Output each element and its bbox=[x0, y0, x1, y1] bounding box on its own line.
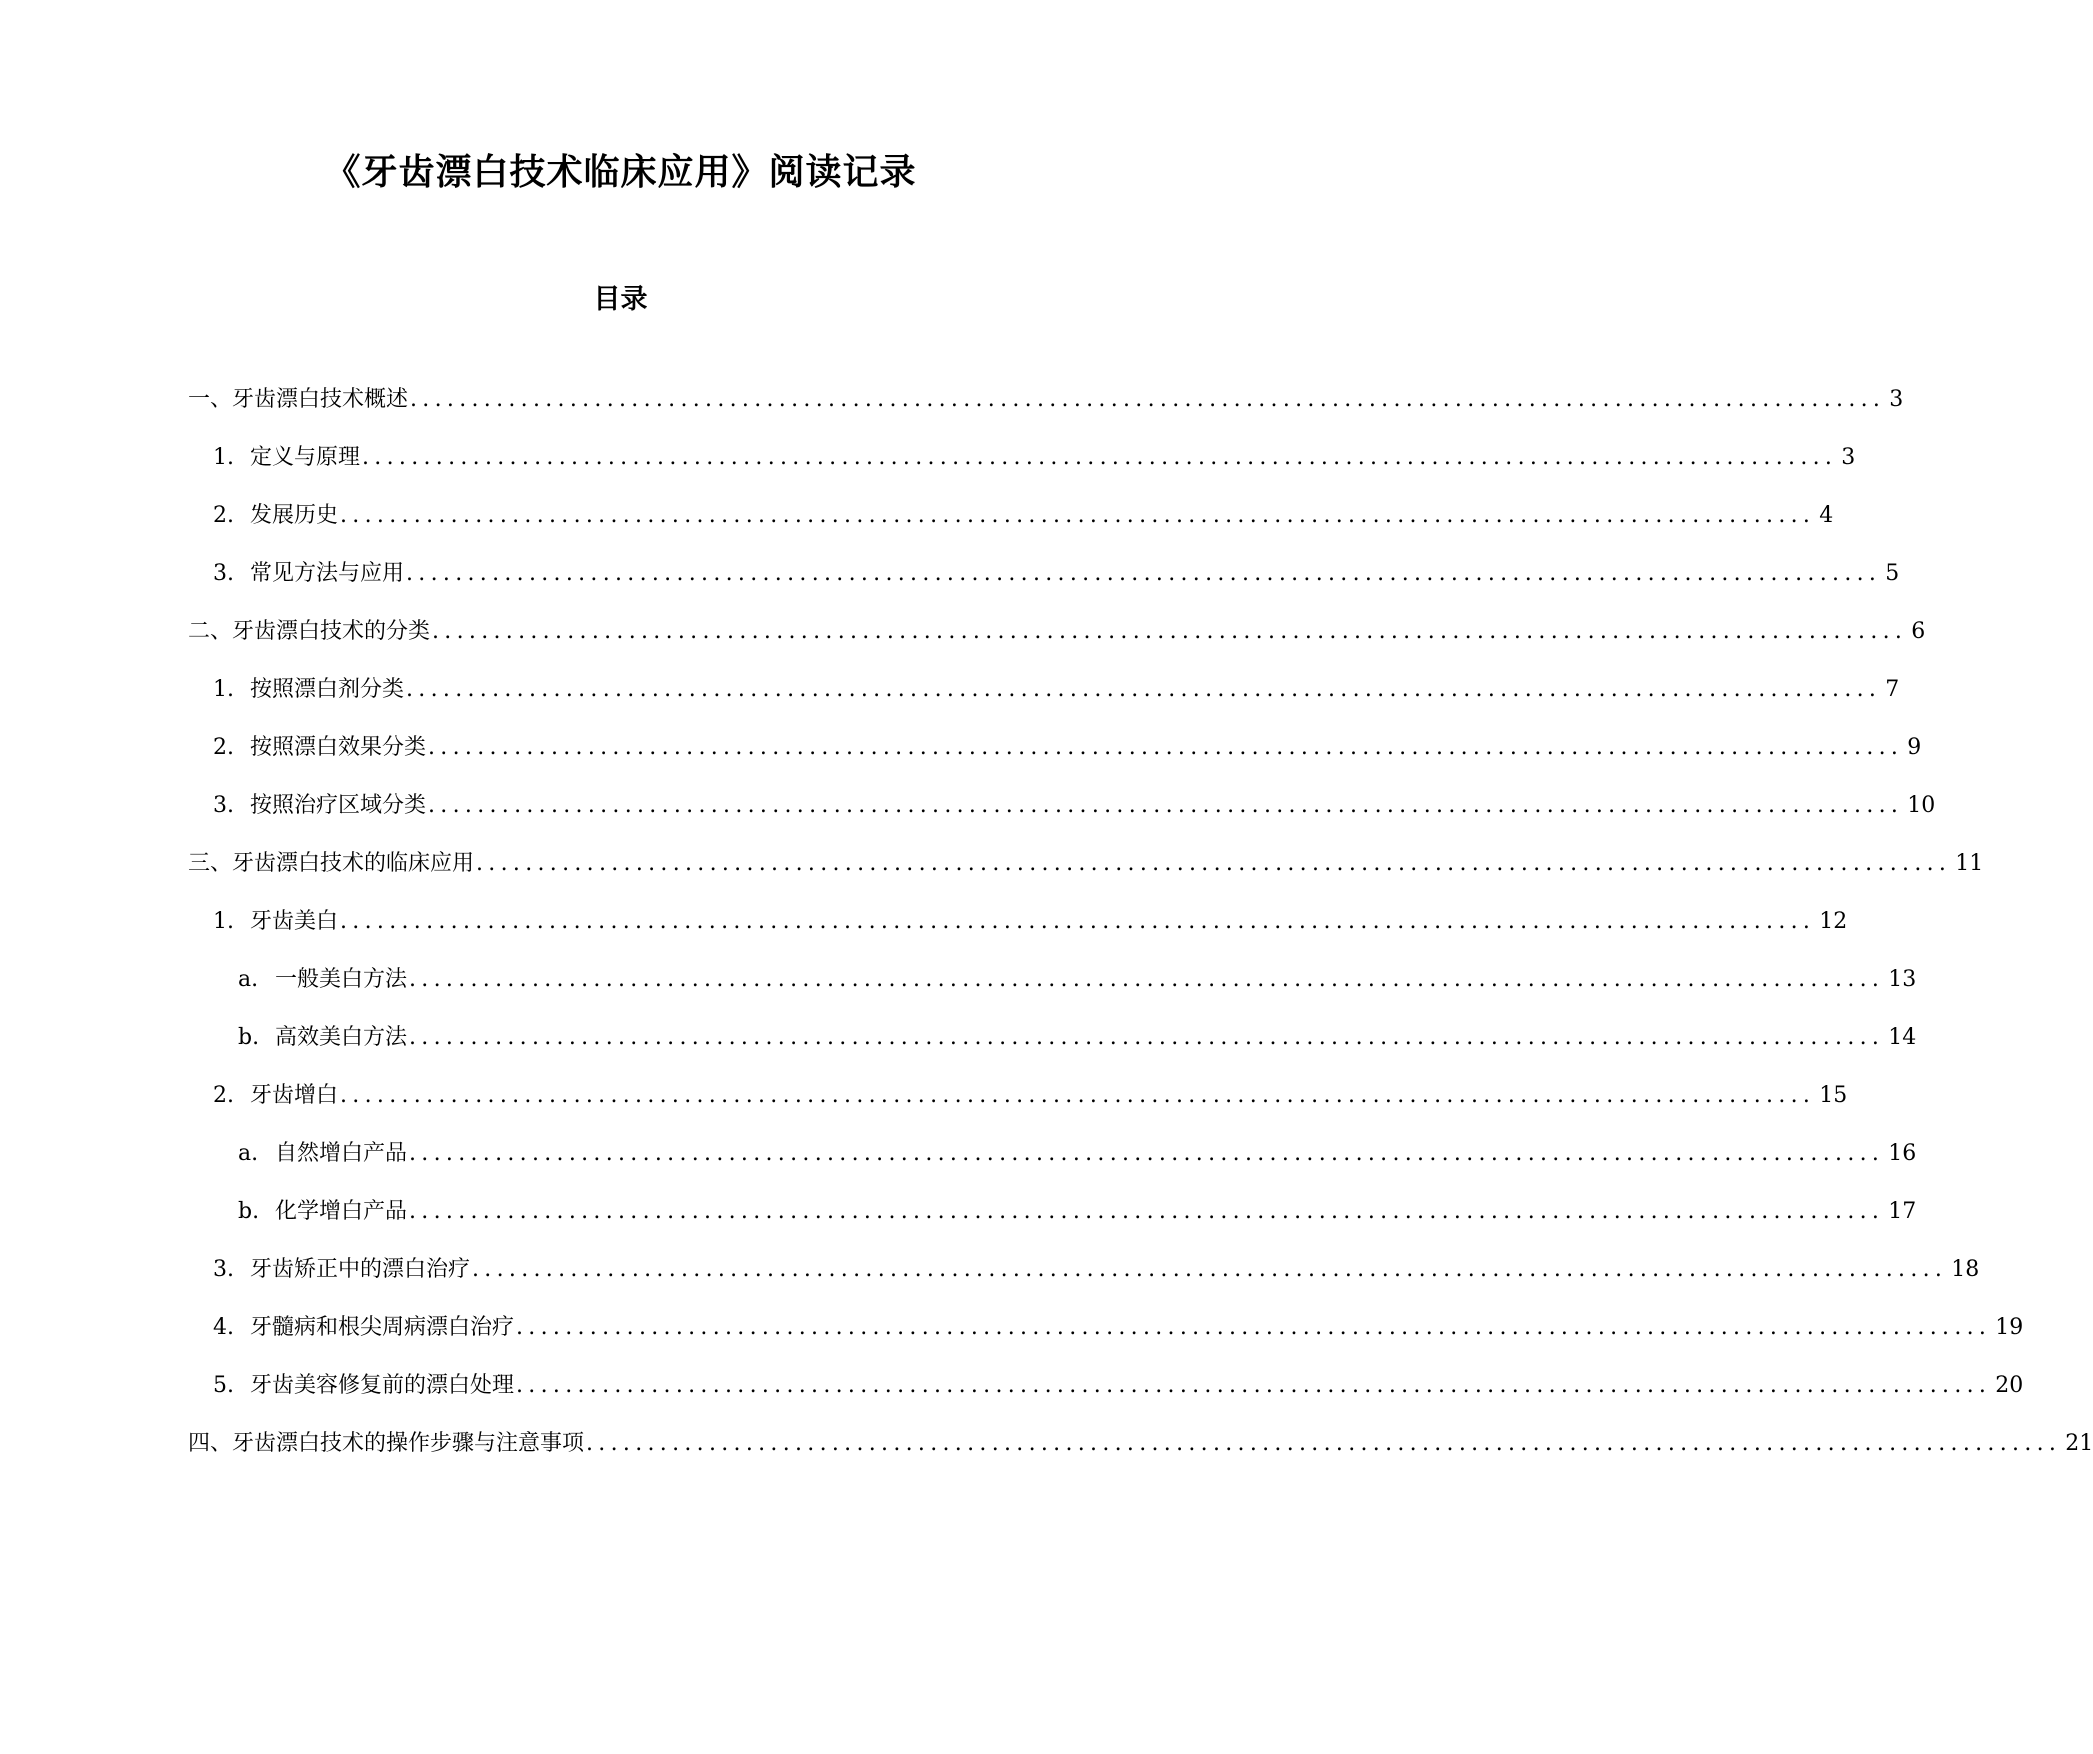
toc-entry-number: 1. bbox=[213, 909, 234, 934]
toc-entry-number: 3. bbox=[213, 561, 234, 586]
toc-entry-label: 一、牙齿漂白技术概述 bbox=[188, 387, 409, 412]
toc-entry[interactable] bbox=[213, 1078, 1848, 1114]
toc-entry[interactable] bbox=[213, 730, 1922, 766]
toc-entry-page-number: 10 bbox=[1907, 793, 1936, 818]
toc-entry[interactable] bbox=[213, 556, 1900, 592]
toc-entry-number: a. bbox=[238, 1141, 259, 1166]
toc-entry-number: 3. bbox=[213, 793, 234, 818]
toc-entry-page-number: 11 bbox=[1955, 851, 1984, 876]
toc-entry-page-number: 12 bbox=[1819, 909, 1848, 934]
document-title: 《牙齿漂白技术临床应用》阅读记录 bbox=[324, 152, 917, 193]
toc-entry-label: 常见方法与应用 bbox=[250, 561, 405, 586]
toc-entry-label: 发展历史 bbox=[250, 503, 339, 528]
toc-entry[interactable] bbox=[213, 672, 1900, 708]
toc-entry-page-number: 19 bbox=[1995, 1315, 2024, 1340]
toc-entry-label: 牙齿矫正中的漂白治疗 bbox=[250, 1257, 471, 1282]
toc-entry[interactable] bbox=[188, 1426, 2093, 1462]
toc-entry-page-number: 6 bbox=[1911, 619, 1926, 644]
toc-entry-number: 1. bbox=[213, 445, 234, 470]
toc-dot-leader: ........................................................................................................................ bbox=[340, 909, 1816, 934]
toc-entry[interactable] bbox=[238, 1194, 1917, 1230]
toc-entry-page-number: 9 bbox=[1907, 735, 1922, 760]
toc-entry-number: b. bbox=[238, 1199, 260, 1224]
toc-dot-leader: ........................................................................................................................ bbox=[409, 967, 1885, 992]
toc-entry-page-number: 3 bbox=[1889, 387, 1904, 412]
toc-entry-number: 1. bbox=[213, 677, 234, 702]
toc-entry-page-number: 4 bbox=[1819, 503, 1834, 528]
toc-entry-page-number: 21 bbox=[2065, 1431, 2093, 1456]
toc-entry-label: 自然增白产品 bbox=[275, 1141, 408, 1166]
toc-entry-label: 牙髓病和根尖周病漂白治疗 bbox=[250, 1315, 515, 1340]
toc-entry-label: 二、牙齿漂白技术的分类 bbox=[188, 619, 431, 644]
toc-dot-leader: ........................................................................................................................ bbox=[409, 1199, 1885, 1224]
toc-dot-leader: ........................................................................................................................ bbox=[410, 387, 1886, 412]
toc-entry-label: 按照漂白剂分类 bbox=[250, 677, 405, 702]
toc-entry[interactable] bbox=[213, 1252, 1980, 1288]
toc-entry[interactable] bbox=[188, 614, 1926, 650]
toc-dot-leader: ........................................................................................................................ bbox=[586, 1431, 2062, 1456]
toc-entry-label: 按照漂白效果分类 bbox=[250, 735, 427, 760]
toc-dot-leader: ........................................................................................................................ bbox=[432, 619, 1908, 644]
toc-entry-label: 牙齿美白 bbox=[250, 909, 339, 934]
toc-entry-label: 一般美白方法 bbox=[275, 967, 408, 992]
toc-entry-label: 按照治疗区域分类 bbox=[250, 793, 427, 818]
toc-entry-label: 化学增白产品 bbox=[275, 1199, 408, 1224]
toc-entry-label: 三、牙齿漂白技术的临床应用 bbox=[188, 851, 475, 876]
toc-dot-leader: ........................................................................................................................ bbox=[428, 735, 1904, 760]
toc-dot-leader: ........................................................................................................................ bbox=[340, 503, 1816, 528]
toc-entry[interactable] bbox=[188, 382, 1904, 418]
toc-entry[interactable] bbox=[213, 440, 1856, 476]
toc-entry-number: 4. bbox=[213, 1315, 234, 1340]
toc-entry-number: a. bbox=[238, 967, 259, 992]
toc-entry-label: 牙齿增白 bbox=[250, 1083, 339, 1108]
toc-entry-number: 2. bbox=[213, 735, 234, 760]
toc-entry-label: 高效美白方法 bbox=[275, 1025, 408, 1050]
toc-dot-leader: ........................................................................................................................ bbox=[409, 1141, 1885, 1166]
toc-entry-number: 2. bbox=[213, 503, 234, 528]
toc-entry[interactable] bbox=[213, 1310, 2024, 1346]
toc-entry-page-number: 5 bbox=[1885, 561, 1900, 586]
toc-entry-page-number: 13 bbox=[1888, 967, 1917, 992]
toc-dot-leader: ........................................................................................................................ bbox=[516, 1315, 1992, 1340]
toc-entry-page-number: 18 bbox=[1951, 1257, 1980, 1282]
toc-entry[interactable] bbox=[213, 788, 1936, 824]
toc-entry-number: 5. bbox=[213, 1373, 234, 1398]
toc-dot-leader: ........................................................................................................................ bbox=[406, 677, 1882, 702]
toc-entry[interactable] bbox=[213, 498, 1834, 534]
toc-entry-page-number: 15 bbox=[1819, 1083, 1848, 1108]
toc-dot-leader: ........................................................................................................................ bbox=[472, 1257, 1948, 1282]
toc-entry[interactable] bbox=[188, 846, 1984, 882]
toc-entry-label: 四、牙齿漂白技术的操作步骤与注意事项 bbox=[188, 1431, 585, 1456]
toc-entry-number: 3. bbox=[213, 1257, 234, 1282]
toc-entry-page-number: 16 bbox=[1888, 1141, 1917, 1166]
toc-dot-leader: ........................................................................................................................ bbox=[406, 561, 1882, 586]
toc-dot-leader: ........................................................................................................................ bbox=[340, 1083, 1816, 1108]
toc-entry[interactable] bbox=[238, 1020, 1917, 1056]
toc-entry-page-number: 3 bbox=[1841, 445, 1856, 470]
toc-dot-leader: ........................................................................................................................ bbox=[476, 851, 1952, 876]
toc-entry-page-number: 7 bbox=[1885, 677, 1900, 702]
toc-dot-leader: ........................................................................................................................ bbox=[409, 1025, 1885, 1050]
toc-entry[interactable] bbox=[238, 1136, 1917, 1172]
toc-entry-page-number: 14 bbox=[1888, 1025, 1917, 1050]
toc-dot-leader: ........................................................................................................................ bbox=[428, 793, 1904, 818]
toc-entry[interactable] bbox=[238, 962, 1917, 998]
toc-entry-page-number: 20 bbox=[1995, 1373, 2024, 1398]
toc-dot-leader: ........................................................................................................................ bbox=[516, 1373, 1992, 1398]
toc-entry-page-number: 17 bbox=[1888, 1199, 1917, 1224]
toc-entry[interactable] bbox=[213, 1368, 2024, 1404]
toc-entry-number: 2. bbox=[213, 1083, 234, 1108]
toc-heading: 目录 bbox=[593, 284, 648, 315]
toc-dot-leader: ........................................................................................................................ bbox=[362, 445, 1838, 470]
toc-entry-label: 牙齿美容修复前的漂白处理 bbox=[250, 1373, 515, 1398]
toc-entry-number: b. bbox=[238, 1025, 260, 1050]
toc-entry-label: 定义与原理 bbox=[250, 445, 361, 470]
toc-entry[interactable] bbox=[213, 904, 1848, 940]
